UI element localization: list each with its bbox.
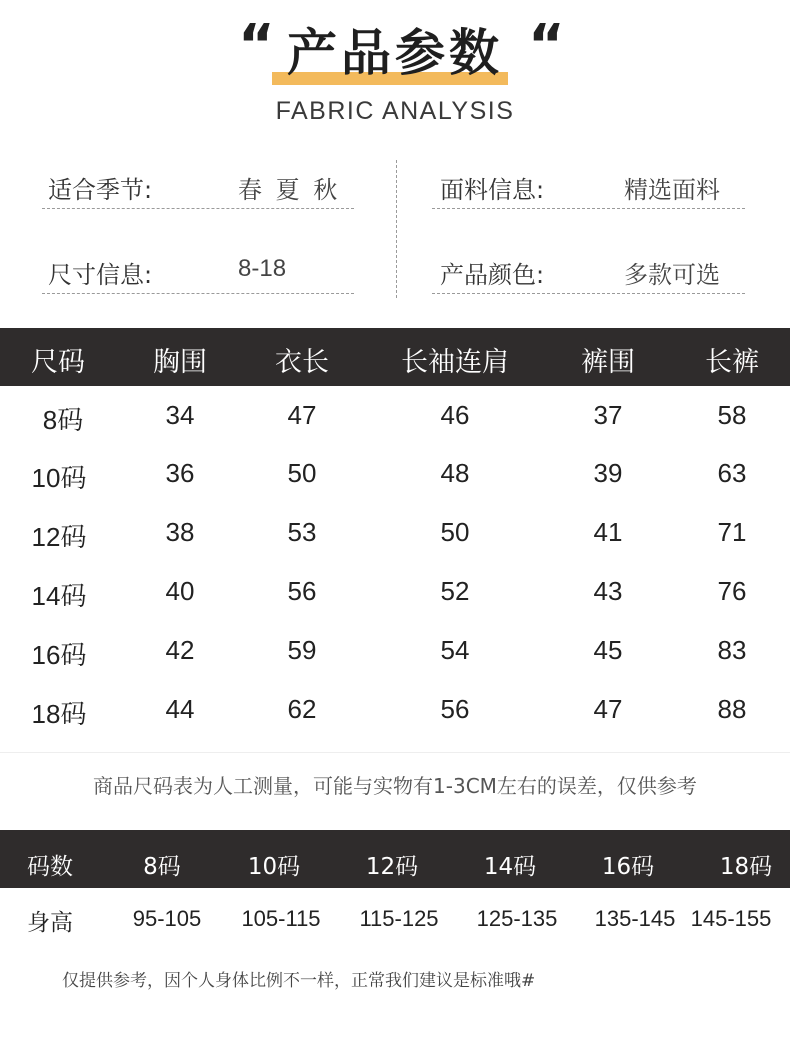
page-title: 产品参数 bbox=[287, 24, 503, 82]
size-divider bbox=[42, 293, 354, 294]
cell-length: 62 bbox=[287, 694, 317, 724]
cell-pants: 71 bbox=[717, 517, 747, 547]
open-quote-mark: “ bbox=[238, 13, 269, 78]
cell-waist: 45 bbox=[593, 635, 623, 665]
header-chest: 胸围 bbox=[153, 347, 207, 378]
cell-pants: 58 bbox=[717, 400, 747, 430]
cell-waist: 47 bbox=[593, 694, 623, 724]
measurement-note: 商品尺码表为人工测量，可能与实物有1-3CM左右的误差，仅供参考 bbox=[93, 774, 697, 798]
cell-sleeve: 48 bbox=[440, 458, 470, 488]
size-label: 尺寸信息: bbox=[48, 261, 153, 289]
cell-sleeve: 50 bbox=[440, 517, 470, 547]
cell-sleeve: 56 bbox=[440, 694, 470, 724]
cell-waist: 39 bbox=[593, 458, 623, 488]
cell-size: 8码 bbox=[42, 405, 84, 435]
cell-size: 14码 bbox=[31, 581, 87, 611]
fabric-label: 面料信息: bbox=[440, 176, 545, 204]
color-divider bbox=[432, 293, 745, 294]
cell-sleeve: 52 bbox=[440, 576, 470, 606]
cell-pants: 76 bbox=[717, 576, 747, 606]
cell-length: 50 bbox=[287, 458, 317, 488]
header-waist: 裤围 bbox=[581, 347, 635, 378]
cell-waist: 43 bbox=[593, 576, 623, 606]
height-value: 105-115 bbox=[241, 906, 321, 931]
height-value: 145-155 bbox=[690, 906, 772, 931]
cell-chest: 44 bbox=[165, 694, 195, 724]
color-value: 多款可选 bbox=[624, 261, 720, 289]
cell-length: 47 bbox=[287, 400, 317, 430]
cell-length: 59 bbox=[287, 635, 317, 665]
height-row-label: 身高 bbox=[27, 910, 73, 936]
close-quote-mark: “ bbox=[528, 13, 559, 78]
size-value: 8-18 bbox=[238, 255, 287, 282]
cell-size: 16码 bbox=[31, 640, 87, 670]
season-divider bbox=[42, 208, 354, 209]
cell-pants: 63 bbox=[717, 458, 747, 488]
height-value: 135-145 bbox=[594, 906, 676, 931]
cell-length: 53 bbox=[287, 517, 317, 547]
cell-size: 12码 bbox=[31, 522, 87, 552]
header-size-10: 10码 bbox=[247, 854, 301, 880]
header-size-16: 16码 bbox=[601, 854, 655, 880]
cell-chest: 40 bbox=[165, 576, 195, 606]
header-size-14: 14码 bbox=[483, 854, 537, 880]
season-value: 春 夏 秋 bbox=[238, 176, 341, 204]
info-vertical-divider bbox=[396, 160, 397, 298]
color-label: 产品颜色: bbox=[440, 261, 545, 289]
cell-chest: 36 bbox=[165, 458, 195, 488]
page-subtitle: FABRIC ANALYSIS bbox=[275, 97, 515, 125]
footnote: 仅提供参考，因个人身体比例不一样，正常我们建议是标准哦# bbox=[62, 971, 536, 991]
header-size-12: 12码 bbox=[365, 854, 419, 880]
cell-size: 18码 bbox=[31, 699, 87, 729]
height-value: 125-135 bbox=[476, 906, 558, 931]
cell-chest: 34 bbox=[165, 400, 195, 430]
cell-length: 56 bbox=[287, 576, 317, 606]
header-pants: 长裤 bbox=[705, 347, 759, 378]
fabric-value: 精选面料 bbox=[624, 176, 720, 204]
height-value: 95-105 bbox=[132, 906, 202, 931]
cell-pants: 83 bbox=[717, 635, 747, 665]
cell-chest: 42 bbox=[165, 635, 195, 665]
cell-sleeve: 46 bbox=[440, 400, 470, 430]
header-size-8: 8码 bbox=[143, 854, 181, 880]
header-size-18: 18码 bbox=[719, 854, 773, 880]
header-code: 码数 bbox=[27, 854, 73, 880]
header-size: 尺码 bbox=[31, 347, 85, 378]
cell-pants: 88 bbox=[717, 694, 747, 724]
cell-waist: 37 bbox=[593, 400, 623, 430]
cell-sleeve: 54 bbox=[440, 635, 470, 665]
height-value: 115-125 bbox=[359, 906, 439, 931]
fabric-divider bbox=[432, 208, 745, 209]
cell-chest: 38 bbox=[165, 517, 195, 547]
cell-size: 10码 bbox=[31, 463, 87, 493]
season-label: 适合季节: bbox=[48, 176, 153, 204]
header-length: 衣长 bbox=[275, 347, 329, 378]
cell-waist: 41 bbox=[593, 517, 623, 547]
header-sleeve: 长袖连肩 bbox=[401, 347, 509, 378]
